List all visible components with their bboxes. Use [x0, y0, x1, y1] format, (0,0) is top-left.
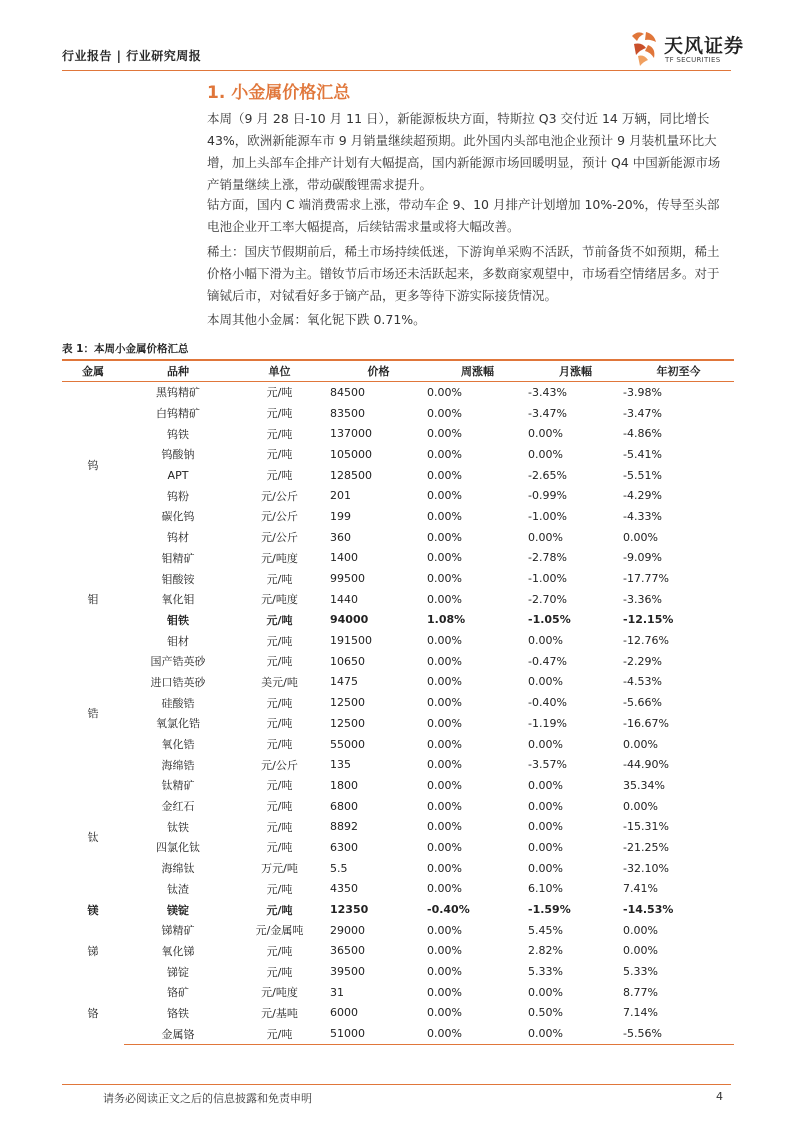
- weekly-change-cell: 0.00%: [427, 634, 462, 648]
- paragraph-new-energy: 本周（9 月 28 日-10 月 11 日），新能源板块方面，特斯拉 Q3 交付近 14 万辆，同比增长 43%，欧洲新能源车市 9 月销量继续超预期。此外国内头部电池企业预计 9 月装机量环比大增，加上头部车企排产计划有大幅提高，国内新能源市场回暖明显，预计 Q4 中国新能源市场产销量继续上涨，带动碳酸锂需求提升。: [207, 111, 721, 192]
- table-row: [62, 837, 734, 858]
- product-cell: 国产锆英砂: [150, 655, 206, 669]
- product-cell: 铬矿: [167, 986, 189, 1000]
- col-header: 月涨幅: [528, 360, 623, 382]
- ytd-change-cell: -4.29%: [623, 489, 662, 503]
- weekly-change-cell: 0.00%: [427, 820, 462, 834]
- weekly-change-cell: 0.00%: [427, 406, 462, 420]
- unit-cell: 元/吨度: [261, 986, 298, 1000]
- price-cell: 199: [330, 509, 351, 523]
- table-header-row: [62, 360, 734, 382]
- table-row: [62, 713, 734, 734]
- col-header: 价格: [327, 360, 427, 382]
- ytd-change-cell: -3.36%: [623, 592, 662, 606]
- monthly-change-cell: 0.00%: [528, 1023, 623, 1044]
- table-row: [62, 548, 734, 569]
- weekly-change-cell: -0.40%: [427, 903, 470, 917]
- ytd-change-cell: -21.25%: [623, 840, 669, 854]
- product-cell: 钼精矿: [161, 551, 195, 565]
- unit-cell: 元/吨度: [261, 551, 298, 565]
- price-cell: 8892: [330, 820, 358, 834]
- product-cell: 钼酸铵: [161, 572, 195, 586]
- weekly-change-cell: 0.00%: [427, 923, 462, 937]
- table-row: [62, 1023, 734, 1044]
- table-row: [62, 382, 734, 403]
- price-cell: 94000: [330, 613, 369, 627]
- table-row: [62, 920, 734, 941]
- monthly-change-cell: -3.57%: [528, 758, 567, 772]
- ytd-change-cell: 7.41%: [623, 882, 658, 896]
- ytd-change-cell: 0.00%: [623, 737, 658, 751]
- price-cell: 1440: [330, 592, 358, 606]
- weekly-change-cell: 0.00%: [427, 716, 462, 730]
- table-body: [62, 382, 734, 1045]
- table-row: [62, 423, 734, 444]
- price-cell: 201: [330, 489, 351, 503]
- weekly-change-cell: 0.00%: [427, 799, 462, 813]
- price-cell: 128500: [330, 468, 372, 482]
- ytd-change-cell: 0.00%: [623, 799, 658, 813]
- col-header: 品种: [124, 360, 232, 382]
- product-cell: 金属铬: [124, 1023, 232, 1044]
- ytd-change-cell: -9.09%: [623, 551, 662, 565]
- price-cell: 12500: [330, 716, 365, 730]
- paragraph-other-metals: 本周其他小金属：氧化铌下跌 0.71%。: [207, 312, 426, 327]
- unit-cell: 元/基吨: [261, 1006, 298, 1020]
- product-cell: 钨粉: [167, 489, 189, 503]
- table-row: [62, 816, 734, 837]
- ytd-change-cell: -5.41%: [623, 447, 662, 461]
- monthly-change-cell: -1.19%: [528, 716, 567, 730]
- product-cell: 镁锭: [167, 903, 189, 917]
- weekly-change-cell: 0.00%: [427, 965, 462, 979]
- unit-cell: 万元/吨: [261, 862, 298, 876]
- table-row: [62, 879, 734, 900]
- ytd-change-cell: -4.33%: [623, 509, 662, 523]
- weekly-change-cell: 0.00%: [427, 882, 462, 896]
- monthly-change-cell: -0.40%: [528, 696, 567, 710]
- table-row: [62, 796, 734, 817]
- table-row: [62, 858, 734, 879]
- price-cell: 1400: [330, 551, 358, 565]
- ytd-change-cell: -3.98%: [623, 385, 662, 399]
- product-cell: 锑锭: [167, 965, 189, 979]
- ytd-change-cell: -5.66%: [623, 696, 662, 710]
- metal-group-cell: 铬: [87, 1007, 99, 1021]
- weekly-change-cell: 0.00%: [427, 1006, 462, 1020]
- monthly-change-cell: 0.50%: [528, 1006, 563, 1020]
- table-row: [62, 589, 734, 610]
- unit-cell: 元/吨: [266, 965, 293, 979]
- weekly-change-cell: 0.00%: [427, 840, 462, 854]
- price-cell: 1475: [330, 675, 358, 689]
- unit-cell: 元/吨: [266, 655, 293, 669]
- price-cell: 29000: [330, 923, 365, 937]
- metal-group-cell: 钛: [87, 831, 99, 845]
- price-cell: 5.5: [330, 861, 348, 875]
- unit-cell: 元/吨: [266, 779, 293, 793]
- product-cell: 氧氯化锆: [156, 717, 200, 731]
- ytd-change-cell: -5.56%: [623, 1023, 734, 1044]
- price-cell: 137000: [330, 427, 372, 441]
- weekly-change-cell: 0.00%: [427, 530, 462, 544]
- table-row: [62, 982, 734, 1003]
- weekly-change-cell: 0.00%: [427, 385, 462, 399]
- table-row: [62, 775, 734, 796]
- col-header: 单位: [232, 360, 327, 382]
- monthly-change-cell: 0.00%: [528, 427, 563, 441]
- unit-cell: 元/吨度: [261, 593, 298, 607]
- monthly-change-cell: 0.00%: [528, 778, 563, 792]
- table-row: [62, 630, 734, 651]
- monthly-change-cell: 6.10%: [528, 882, 563, 896]
- ytd-change-cell: -2.29%: [623, 654, 662, 668]
- weekly-change-cell: 0.00%: [427, 572, 462, 586]
- ytd-change-cell: -32.10%: [623, 861, 669, 875]
- ytd-change-cell: -3.47%: [623, 406, 662, 420]
- monthly-change-cell: 0.00%: [528, 737, 563, 751]
- col-header: 周涨幅: [427, 360, 528, 382]
- brand-name-cn: 天风证券: [664, 35, 745, 57]
- table-row: [62, 506, 734, 527]
- brand-logo: [624, 28, 745, 68]
- unit-cell: 元/金属吨: [255, 924, 304, 938]
- table-row: [62, 465, 734, 486]
- ytd-change-cell: 0.00%: [623, 944, 658, 958]
- price-cell: 4350: [330, 882, 358, 896]
- section-title: 1. 小金属价格汇总: [207, 83, 351, 103]
- monthly-change-cell: -2.65%: [528, 468, 567, 482]
- table-row: [62, 610, 734, 631]
- ytd-change-cell: -12.15%: [623, 613, 674, 627]
- table-row: [62, 672, 734, 693]
- ytd-change-cell: 7.14%: [623, 1006, 658, 1020]
- monthly-change-cell: 0.00%: [528, 799, 563, 813]
- product-cell: 黑钨精矿: [156, 386, 200, 400]
- product-cell: 氧化锑: [161, 944, 195, 958]
- product-cell: 氧化锆: [161, 738, 195, 752]
- weekly-change-cell: 1.08%: [427, 613, 466, 627]
- weekly-change-cell: 0.00%: [427, 985, 462, 999]
- ytd-change-cell: -12.76%: [623, 634, 669, 648]
- product-cell: 钛渣: [167, 882, 189, 896]
- product-cell: 碳化钨: [161, 510, 195, 524]
- weekly-change-cell: 0.00%: [427, 592, 462, 606]
- monthly-change-cell: -3.43%: [528, 385, 567, 399]
- table-row: [62, 527, 734, 548]
- brand-name-en: TF SECURITIES: [665, 56, 721, 64]
- monthly-change-cell: -1.59%: [528, 903, 571, 917]
- price-cell: 83500: [330, 406, 365, 420]
- ytd-change-cell: 8.77%: [623, 985, 658, 999]
- weekly-change-cell: 0.00%: [427, 696, 462, 710]
- unit-cell: 元/吨: [266, 427, 293, 441]
- monthly-change-cell: -1.05%: [528, 613, 571, 627]
- unit-cell: 元/吨: [266, 800, 293, 814]
- monthly-change-cell: -2.70%: [528, 592, 567, 606]
- weekly-change-cell: 0.00%: [427, 1023, 528, 1044]
- monthly-change-cell: 5.33%: [528, 965, 563, 979]
- product-cell: 锑精矿: [161, 924, 195, 938]
- price-cell: 105000: [330, 447, 372, 461]
- ytd-change-cell: 0.00%: [623, 923, 658, 937]
- monthly-change-cell: -1.00%: [528, 509, 567, 523]
- unit-cell: 元/吨: [266, 903, 293, 917]
- product-cell: 氧化钼: [161, 593, 195, 607]
- unit-cell: 元/吨: [266, 944, 293, 958]
- monthly-change-cell: 0.00%: [528, 634, 563, 648]
- product-cell: 白钨精矿: [156, 407, 200, 421]
- monthly-change-cell: 0.00%: [528, 820, 563, 834]
- price-cell: 1800: [330, 778, 358, 792]
- unit-cell: 元/吨: [266, 820, 293, 834]
- price-cell: 51000: [327, 1023, 427, 1044]
- product-cell: 钼铁: [167, 613, 189, 627]
- monthly-change-cell: 0.00%: [528, 530, 563, 544]
- monthly-change-cell: -0.99%: [528, 489, 567, 503]
- product-cell: 钛铁: [167, 820, 189, 834]
- table-row: [62, 485, 734, 506]
- monthly-change-cell: -2.78%: [528, 551, 567, 565]
- weekly-change-cell: 0.00%: [427, 447, 462, 461]
- ytd-change-cell: -4.86%: [623, 427, 662, 441]
- monthly-change-cell: 5.45%: [528, 923, 563, 937]
- metal-group-cell: 钼: [87, 593, 99, 607]
- brand-mark-icon: [624, 28, 664, 68]
- weekly-change-cell: 0.00%: [427, 675, 462, 689]
- product-cell: 四氯化钛: [156, 841, 200, 855]
- ytd-change-cell: -17.77%: [623, 572, 669, 586]
- unit-cell: 元/吨: [266, 634, 293, 648]
- unit-cell: 元/吨: [266, 696, 293, 710]
- price-table: [62, 359, 734, 1045]
- weekly-change-cell: 0.00%: [427, 551, 462, 565]
- monthly-change-cell: 2.82%: [528, 944, 563, 958]
- table-row: [62, 444, 734, 465]
- price-cell: 135: [330, 758, 351, 772]
- table-row: [62, 692, 734, 713]
- unit-cell: 元/吨: [266, 841, 293, 855]
- unit-cell: 元/吨: [266, 613, 293, 627]
- table-row: [62, 568, 734, 589]
- product-cell: 金红石: [161, 800, 195, 814]
- metal-group-cell: 镁: [87, 903, 99, 917]
- unit-cell: 元/吨: [266, 738, 293, 752]
- weekly-change-cell: 0.00%: [427, 468, 462, 482]
- monthly-change-cell: 0.00%: [528, 861, 563, 875]
- monthly-change-cell: 0.00%: [528, 675, 563, 689]
- price-cell: 39500: [330, 965, 365, 979]
- header-divider: [62, 70, 731, 71]
- metal-group-cell: 锆: [87, 707, 99, 720]
- monthly-change-cell: 0.00%: [528, 447, 563, 461]
- product-cell: 海绵锆: [161, 758, 195, 772]
- price-cell: 36500: [330, 944, 365, 958]
- product-cell: 钛精矿: [161, 779, 195, 793]
- footer-disclaimer: 请务必阅读正文之后的信息披露和免责申明: [103, 1092, 312, 1105]
- page-number: 4: [716, 1090, 723, 1103]
- price-cell: 12350: [330, 903, 369, 917]
- col-header: 金属: [62, 360, 124, 382]
- paragraph-rare-earth: 稀土：国庆节假期前后，稀土市场持续低迷，下游询单采购不活跃，节前备货不如预期，稀土价格小幅下滑为主。镨钕节后市场还未活跃起来，多数商家观望中，市场看空情绪居多。对于镝铽后市，对铽看好多于镝产品，更多等待下游实际接货情况。: [207, 244, 720, 303]
- monthly-change-cell: -3.47%: [528, 406, 567, 420]
- ytd-change-cell: 35.34%: [623, 778, 665, 792]
- product-cell: 硅酸锆: [161, 696, 195, 710]
- price-cell: 55000: [330, 737, 365, 751]
- table-row: [62, 941, 734, 962]
- metal-group-cell: 钨: [87, 458, 99, 472]
- footer-divider: [62, 1084, 731, 1085]
- monthly-change-cell: 0.00%: [528, 985, 563, 999]
- ytd-change-cell: -4.53%: [623, 675, 662, 689]
- table-row: [62, 734, 734, 755]
- weekly-change-cell: 0.00%: [427, 509, 462, 523]
- product-cell: 进口锆英砂: [150, 675, 206, 689]
- table-caption: 表 1：本周小金属价格汇总: [62, 343, 189, 355]
- weekly-change-cell: 0.00%: [427, 778, 462, 792]
- unit-cell: 元/吨: [266, 717, 293, 731]
- table-row: [62, 899, 734, 920]
- table-row: [62, 1003, 734, 1024]
- unit-cell: 元/吨: [266, 882, 293, 896]
- unit-cell: 元/吨: [266, 448, 293, 462]
- price-cell: 360: [330, 530, 351, 544]
- price-cell: 12500: [330, 696, 365, 710]
- paragraph-cobalt: 钴方面，国内 C 端消费需求上涨，带动车企 9、10 月排产计划增加 10%-20%，传导至头部电池企业开工率大幅提高，后续钴需求量或将大幅改善。: [207, 197, 720, 234]
- price-cell: 6800: [330, 799, 358, 813]
- price-cell: 31: [330, 985, 344, 999]
- product-cell: 钼材: [167, 634, 189, 648]
- col-header: 年初至今: [623, 360, 734, 382]
- product-cell: 海绵钛: [161, 862, 195, 876]
- unit-cell: 美元/吨: [261, 675, 298, 689]
- table-row: [62, 403, 734, 424]
- ytd-change-cell: -14.53%: [623, 903, 674, 917]
- ytd-change-cell: 0.00%: [623, 530, 658, 544]
- ytd-change-cell: -44.90%: [623, 758, 669, 772]
- unit-cell: 元/吨: [266, 572, 293, 586]
- unit-cell: 元/公斤: [261, 531, 298, 545]
- price-cell: 84500: [330, 385, 365, 399]
- weekly-change-cell: 0.00%: [427, 427, 462, 441]
- weekly-change-cell: 0.00%: [427, 944, 462, 958]
- unit-cell: 元/公斤: [261, 758, 298, 772]
- monthly-change-cell: -0.47%: [528, 654, 567, 668]
- price-cell: 10650: [330, 654, 365, 668]
- unit-cell: 元/吨: [266, 386, 293, 400]
- ytd-change-cell: 5.33%: [623, 965, 658, 979]
- ytd-change-cell: -5.51%: [623, 468, 662, 482]
- product-cell: APT: [167, 468, 189, 482]
- table-row: [62, 754, 734, 775]
- unit-cell: 元/吨: [266, 469, 293, 483]
- unit-cell: 元/公斤: [261, 489, 298, 503]
- weekly-change-cell: 0.00%: [427, 861, 462, 875]
- product-cell: 钨铁: [167, 427, 189, 441]
- unit-cell: 元/吨: [266, 407, 293, 421]
- weekly-change-cell: 0.00%: [427, 737, 462, 751]
- price-cell: 6000: [330, 1006, 358, 1020]
- product-cell: 铬铁: [167, 1006, 189, 1020]
- table-row: [62, 961, 734, 982]
- product-cell: 钨酸钠: [161, 448, 195, 462]
- monthly-change-cell: -1.00%: [528, 572, 567, 586]
- weekly-change-cell: 0.00%: [427, 489, 462, 503]
- monthly-change-cell: 0.00%: [528, 840, 563, 854]
- price-cell: 191500: [330, 634, 372, 648]
- table-row: [62, 651, 734, 672]
- price-cell: 99500: [330, 572, 365, 586]
- price-cell: 6300: [330, 840, 358, 854]
- metal-group-cell: 锑: [87, 944, 99, 958]
- unit-cell: 元/吨: [232, 1023, 327, 1044]
- ytd-change-cell: -15.31%: [623, 820, 669, 834]
- weekly-change-cell: 0.00%: [427, 758, 462, 772]
- product-cell: 钨材: [167, 531, 189, 545]
- ytd-change-cell: -16.67%: [623, 716, 669, 730]
- report-type-label: 行业报告 | 行业研究周报: [62, 49, 202, 63]
- unit-cell: 元/公斤: [261, 510, 298, 524]
- weekly-change-cell: 0.00%: [427, 654, 462, 668]
